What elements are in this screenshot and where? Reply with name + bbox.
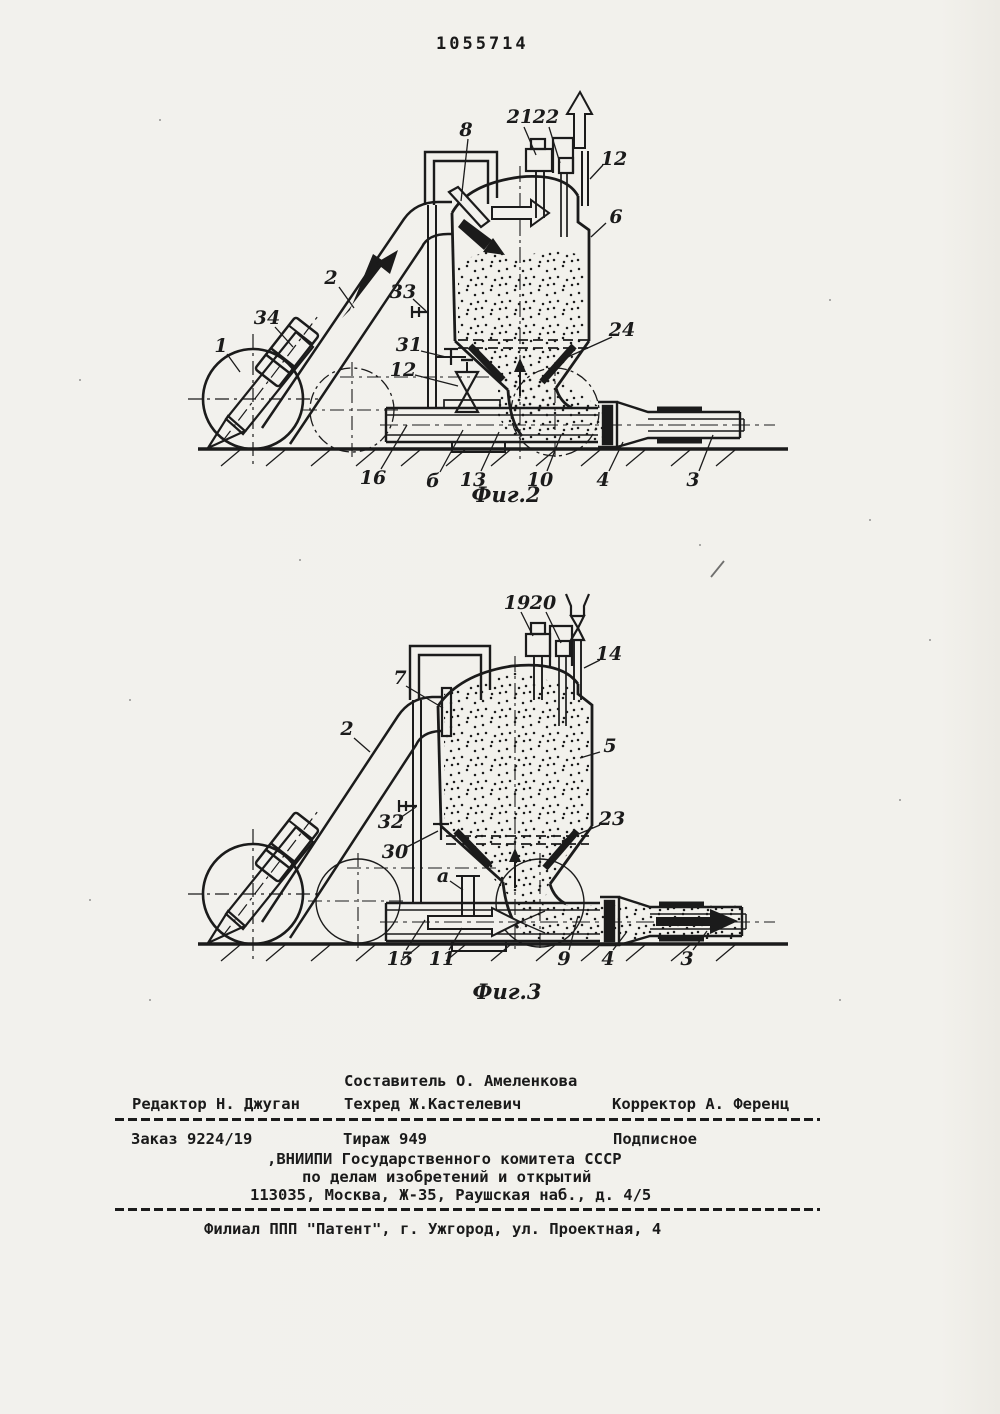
fig2-label-4: 4 <box>596 469 610 491</box>
divider-bottom <box>115 1208 820 1211</box>
footer-subscription: Подписное <box>613 1130 697 1148</box>
footer-branch: Филиал ППП "Патент", г. Ужгород, ул. Проектная, 4 <box>204 1220 662 1238</box>
footer-compiler: Составитель О. Амеленкова <box>344 1072 578 1090</box>
footer-corrector: Корректор А. Ференц <box>612 1095 790 1113</box>
footer-techred: Техред Ж.Кастелевич <box>344 1095 522 1113</box>
footer-order: Заказ 9224/19 <box>131 1130 253 1148</box>
fig3-label-9: 9 <box>557 948 571 970</box>
fig2-wheel-left <box>188 316 318 464</box>
fig3-label-20: 20 <box>529 592 557 614</box>
fig3-label-a: а <box>436 865 450 887</box>
fig2-label-10: 10 <box>526 469 554 491</box>
fig2-label-12-top: 12 <box>600 148 628 170</box>
fig3-label-7: 7 <box>393 667 407 689</box>
divider-top <box>115 1118 820 1121</box>
footer-editor: Редактор Н. Джуган <box>132 1095 300 1113</box>
figure-2 <box>188 92 788 507</box>
fig2-caption: Фиг.2 <box>471 482 541 507</box>
fig3-label-5: 5 <box>603 735 617 757</box>
fig3-ground <box>198 944 788 961</box>
fig2-labels <box>214 106 699 507</box>
fig3-label-3: 3 <box>680 948 694 970</box>
fig2-label-b: б <box>426 470 440 492</box>
fig3-label-11: 11 <box>428 948 456 970</box>
fig2-label-21: 21 <box>506 106 534 128</box>
footer-tirazh: Тираж 949 <box>343 1130 427 1148</box>
fig3-label-2: 2 <box>340 718 354 740</box>
fig3-label-23: 23 <box>598 808 626 830</box>
fig2-label-33: 33 <box>389 281 417 303</box>
fig3-label-15: 15 <box>386 948 414 970</box>
fig2-hourglass-valve <box>456 360 478 412</box>
fig2-label-3: 3 <box>686 469 700 491</box>
fig2-label-22: 22 <box>532 106 560 128</box>
footer-vniipi-line2: по делам изобретений и открытий <box>302 1168 592 1186</box>
fig3-label-19: 19 <box>503 592 531 614</box>
fig2-pipe-12 <box>582 151 588 206</box>
fig2-material <box>458 248 604 442</box>
fig3-label-14: 14 <box>595 643 623 665</box>
fig2-label-13: 13 <box>459 469 487 491</box>
fig3-label-32: 32 <box>377 811 405 833</box>
fig3-label-4: 4 <box>601 948 615 970</box>
fig2-label-2: 2 <box>324 267 338 289</box>
fig2-label-6: 6 <box>609 206 623 228</box>
fig3-wheel-left <box>188 811 318 959</box>
footer-address: 113035, Москва, Ж-35, Раушская наб., д. 4/5 <box>250 1186 652 1204</box>
fig2-label-24: 24 <box>608 319 636 341</box>
fig3-label-30: 30 <box>381 841 409 863</box>
fig2-exhaust-arrow <box>567 92 592 148</box>
fig2-label-1: 1 <box>214 335 228 357</box>
fig2-label-16: 16 <box>359 467 387 489</box>
footer-vniipi-line1: ,ВНИИПИ Государственного комитета СССР <box>267 1150 622 1168</box>
fig3-caption: Фиг.3 <box>472 979 542 1004</box>
fig2-label-34: 34 <box>253 307 281 329</box>
fig2-label-12-valve: 12 <box>389 359 417 381</box>
patent-number: 1055714 <box>436 34 529 54</box>
fig2-label-8: 8 <box>459 119 473 141</box>
figure-3 <box>188 592 788 1004</box>
fig2-label-31: 31 <box>395 334 423 356</box>
